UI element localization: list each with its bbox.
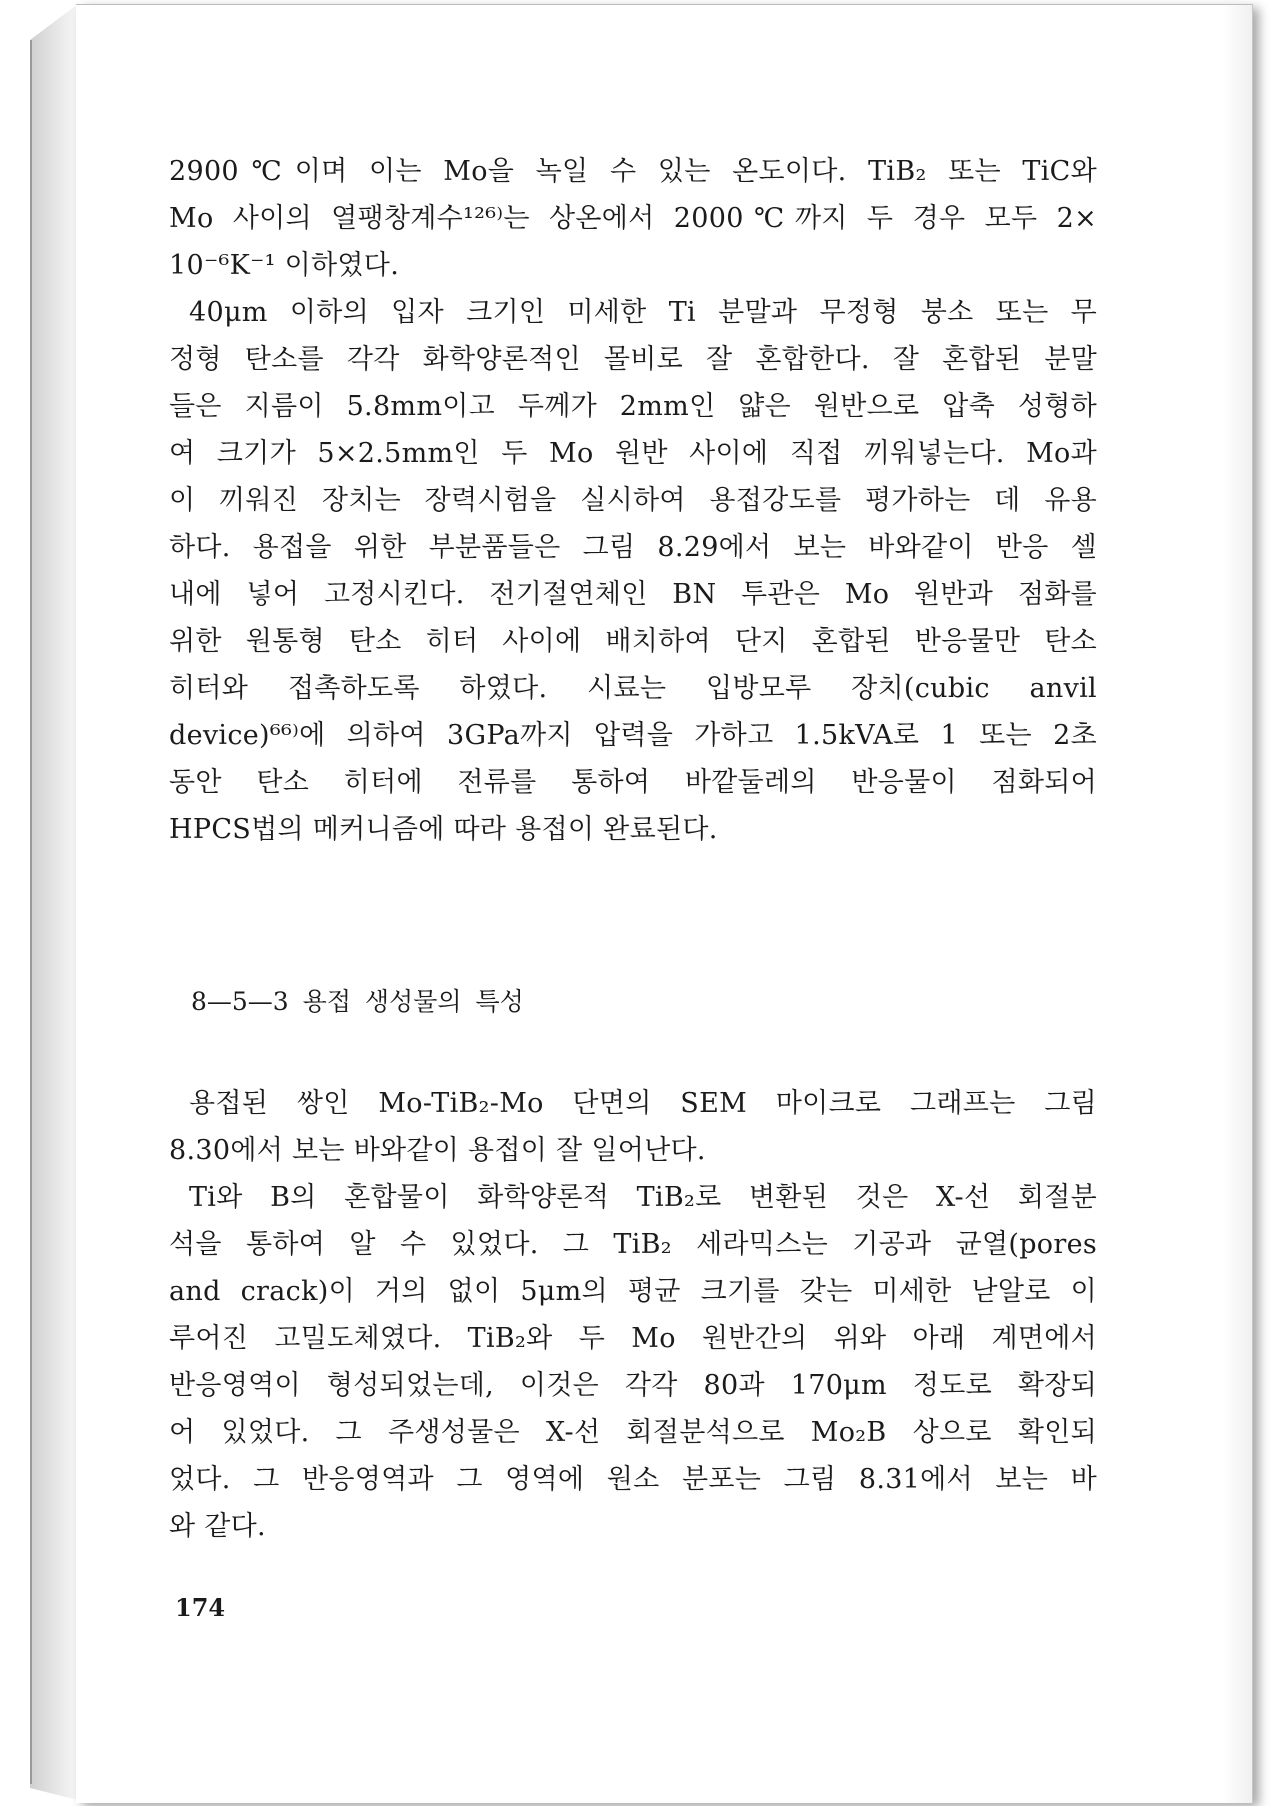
paragraph-line: device)⁶⁶⁾에 의하여 3GPa까지 압력을 가하고 1.5kVA로 1 또는 2초 (169, 720, 1097, 751)
paragraph-line: 정형 탄소를 각각 화학양론적인 몰비로 잘 혼합한다. 잘 혼합된 분말 (169, 344, 1097, 375)
paragraph-line: 들은 지름이 5.8mm이고 두께가 2mm인 얇은 원반으로 압축 성형하 (169, 391, 1097, 422)
paragraph-line: 2900℃이며 이는 Mo을 녹일 수 있는 온도이다. TiB₂ 또는 TiC와 (169, 156, 1097, 187)
section-heading: 8—5—3 용접 생성물의 특성 (191, 987, 524, 1016)
paragraph-2 (169, 289, 1097, 853)
paragraph-line: and crack)이 거의 없이 5μm의 평균 크기를 갖는 미세한 낟알로 이 (169, 1276, 1097, 1307)
paragraph-line: 동안 탄소 히터에 전류를 통하여 바깥둘레의 반응물이 점화되어 (169, 767, 1097, 798)
paragraph-line: 위한 원통형 탄소 히터 사이에 배치하여 단지 혼합된 반응물만 탄소 (169, 626, 1097, 657)
paragraph-1 (169, 148, 1097, 289)
lower-text-block (169, 1080, 1097, 1550)
paragraph-3 (169, 1080, 1097, 1174)
paragraph-line: 이 끼워진 장치는 장력시험을 실시하여 용접강도를 평가하는 데 유용 (169, 485, 1097, 516)
paragraph-line: 히터와 접촉하도록 하였다. 시료는 입방모루 장치(cubic anvil (169, 673, 1097, 704)
paragraph-line: 하다. 용접을 위한 부분품들은 그림 8.29에서 보는 바와같이 반응 셀 (169, 532, 1097, 563)
paragraph-line: 와 같다. (169, 1511, 266, 1542)
paragraph-line: Mo 사이의 열팽창계수¹²⁶⁾는 상온에서 2000℃까지 두 경우 모두 2× (169, 203, 1097, 234)
page-edge-shadow (1222, 5, 1252, 1803)
paragraph-line: 석을 통하여 알 수 있었다. 그 TiB₂ 세라믹스는 기공과 균열(pores (169, 1229, 1097, 1260)
paragraph-line: 내에 넣어 고정시킨다. 전기절연체인 BN 투관은 Mo 원반과 점화를 (169, 579, 1097, 610)
paragraph-4 (169, 1174, 1097, 1550)
book-spine-edge (30, 40, 32, 1784)
paragraph-line: Ti와 B의 혼합물이 화학양론적 TiB₂로 변환된 것은 X-선 회절분 (189, 1182, 1097, 1213)
paragraph-line: 40μm 이하의 입자 크기인 미세한 Ti 분말과 무정형 붕소 또는 무 (189, 297, 1097, 328)
paragraph-line: 8.30에서 보는 바와같이 용접이 잘 일어난다. (169, 1135, 706, 1166)
paragraph-line: 10⁻⁶K⁻¹ 이하였다. (169, 250, 400, 281)
paragraph-line: HPCS법의 메커니즘에 따라 용접이 완료된다. (169, 814, 718, 845)
paragraph-line: 루어진 고밀도체였다. TiB₂와 두 Mo 원반간의 위와 아래 계면에서 (169, 1323, 1097, 1354)
paragraph-line: 용접된 쌍인 Mo-TiB₂-Mo 단면의 SEM 마이크로 그래프는 그림 (189, 1088, 1097, 1119)
paragraph-line: 여 크기가 5×2.5mm인 두 Mo 원반 사이에 직접 끼워넣는다. Mo과 (169, 438, 1097, 469)
paragraph-line: 어 있었다. 그 주생성물은 X-선 회절분석으로 Mo₂B 상으로 확인되 (169, 1417, 1097, 1448)
paragraph-line: 반응영역이 형성되었는데, 이것은 각각 80과 170μm 정도로 확장되 (169, 1370, 1097, 1401)
book-spine (30, 4, 78, 1800)
paragraph-line: 었다. 그 반응영역과 그 영역에 원소 분포는 그림 8.31에서 보는 바 (169, 1464, 1097, 1495)
upper-text-block (169, 148, 1097, 853)
page-number: 174 (175, 1593, 226, 1622)
